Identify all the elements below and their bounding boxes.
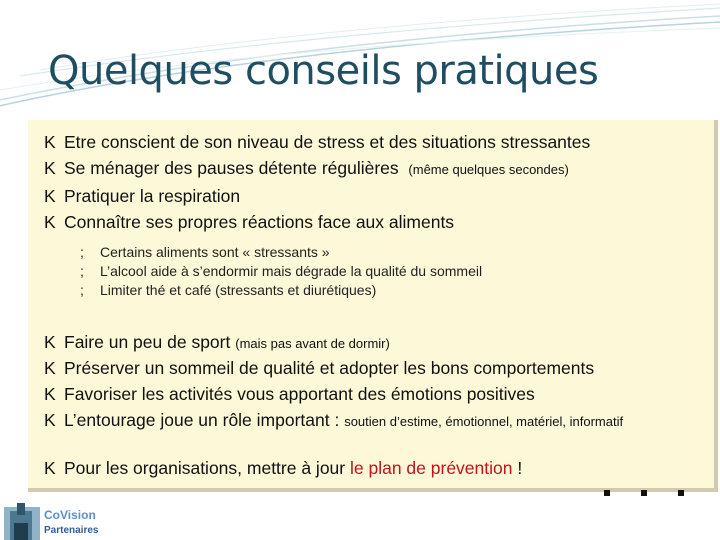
bullet-marker: K: [44, 186, 56, 206]
sub-marker: ;: [80, 263, 84, 279]
bullet-item: [44, 158, 569, 179]
sub-text: Certains aliments sont « stressants »: [100, 244, 330, 260]
bullet-note: soutien d’estime, émotionnel, matériel, informatif: [344, 414, 624, 429]
sub-item: [80, 244, 330, 260]
bullet-marker: K: [44, 410, 56, 430]
bullet-marker: K: [44, 332, 56, 352]
bullet-text: Se ménager des pauses détente régulières: [64, 158, 399, 178]
bullet-text: Pratiquer la respiration: [64, 186, 241, 206]
nav-dot: [604, 490, 610, 496]
bullet-text: Connaître ses propres réactions face aux aliments: [64, 212, 455, 232]
bullet-note: (mais pas avant de dormir): [235, 336, 390, 351]
nav-dot: [641, 490, 647, 496]
bullet-item: [44, 332, 390, 353]
bullet-item: [44, 384, 535, 405]
sub-item: [80, 282, 376, 298]
final-bullet: [44, 458, 522, 479]
prevention-plan-highlight: le plan de prévention: [350, 458, 513, 478]
logo-line1: CoVision: [44, 508, 96, 522]
content-panel: [28, 120, 718, 492]
nav-dot: [678, 490, 684, 496]
bullet-text: Etre conscient de son niveau de stress et des situations stressantes: [64, 132, 591, 152]
bullet-item: [44, 410, 623, 431]
bullet-item: [44, 132, 590, 153]
sub-text: L’alcool aide à s’endormir mais dégrade la qualité du sommeil: [100, 263, 483, 279]
bullet-marker: K: [44, 158, 56, 178]
sub-marker: ;: [80, 282, 84, 298]
bullet-item: [44, 186, 240, 207]
bullet-marker: K: [44, 132, 56, 152]
sub-marker: ;: [80, 244, 84, 260]
slide-title: Quelques conseils pratiques: [48, 48, 599, 94]
bullet-item: [44, 212, 454, 233]
sub-item: [80, 263, 482, 279]
bullet-text: L’entourage joue un rôle important :: [64, 410, 340, 430]
covision-logo: [4, 497, 164, 540]
bullet-text: Faire un peu de sport: [64, 332, 231, 352]
bullet-text: Favoriser les activités vous apportant des émotions positives: [64, 384, 535, 404]
sub-text: Limiter thé et café (stressants et diurétiques): [100, 282, 377, 298]
bullet-note: (même quelques secondes): [408, 162, 569, 177]
bullet-marker: K: [44, 458, 56, 478]
logo-line2: Partenaires: [44, 525, 99, 536]
bullet-item: [44, 358, 594, 379]
final-text: Pour les organisations, mettre à jour: [64, 458, 346, 478]
bullet-marker: K: [44, 358, 56, 378]
bullet-marker: K: [44, 212, 56, 232]
bullet-text: Préserver un sommeil de qualité et adopter les bons comportements: [64, 358, 595, 378]
final-exclamation: !: [517, 458, 523, 478]
bullet-marker: K: [44, 384, 56, 404]
